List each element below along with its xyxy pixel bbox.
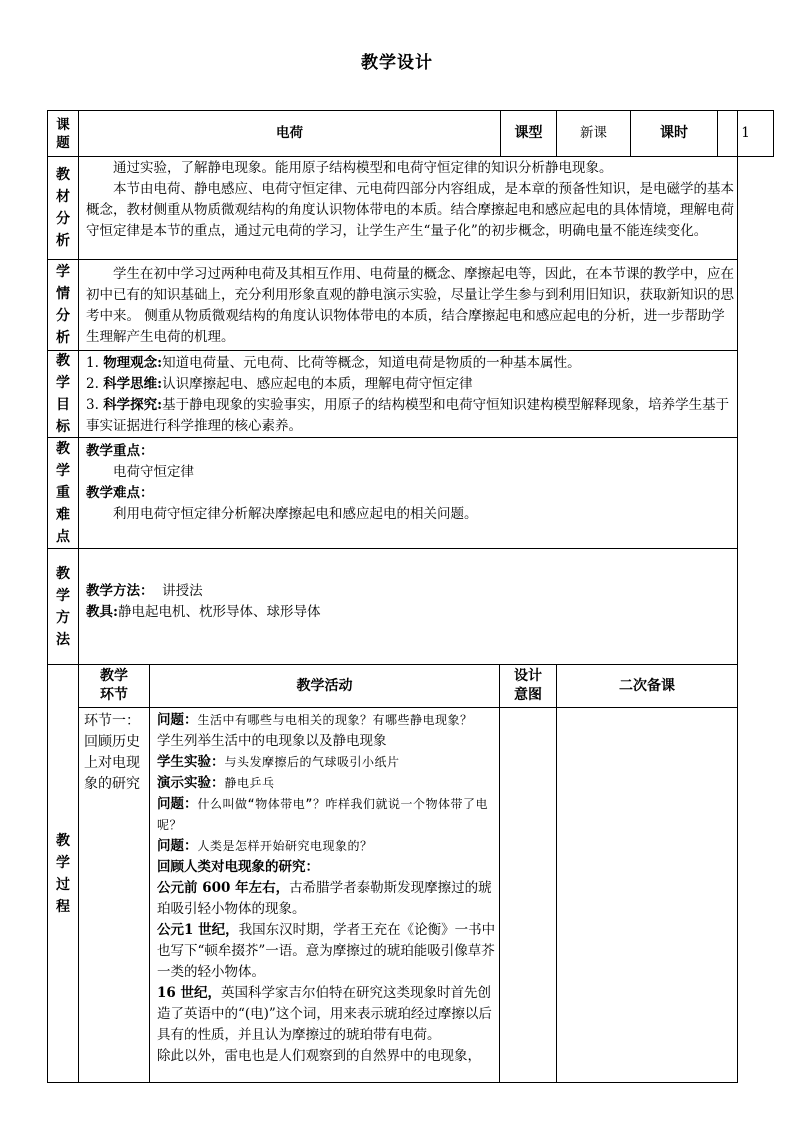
- hours-label: 课时: [660, 125, 688, 141]
- activity-line: 回顾人类对电现象的研究：: [157, 859, 319, 875]
- table-border: [47, 1082, 738, 1083]
- topic-label: 课题: [56, 116, 70, 151]
- material-text: [86, 158, 734, 242]
- tools-line: 教具:静电起电机、枕形导体、球形导体: [86, 604, 321, 620]
- type-value: 新课: [580, 125, 607, 141]
- stage-text: 环节一：回顾历史上对电现象的研究: [84, 712, 140, 791]
- table-border: [773, 110, 774, 157]
- table-border: [149, 664, 150, 1083]
- col-second-header: 二次备课: [619, 677, 675, 694]
- focus-label: 教学重点：: [86, 443, 154, 459]
- activity-text: [157, 710, 497, 1080]
- topic-value: 电荷: [276, 125, 303, 141]
- col-stage-header: 教学 环节: [100, 668, 128, 703]
- process-label: 教 学 过 程: [56, 832, 70, 915]
- table-border: [47, 548, 738, 549]
- activity-line: 除此以外，雷电也是人们观察到的自然界中的电现象，: [157, 1048, 481, 1064]
- material-line: 本节由电荷、静电感应、电荷守恒定律、元电荷四部分内容组成，是本章的预备性知识，是电磁学的基本概念，教材侧重从物质微观结构的角度认识物体带电的本质。结合摩擦起电和感应起电的具体情境，理解电荷守恒定律是本节的重点，通过元电荷的学习，让学生产生“量子化”的初步概念，明确电量不能连续变化。: [86, 181, 734, 239]
- type-label: 课型: [514, 125, 543, 141]
- goal-item: 3. 科学探究:基于静电现象的实验事实，用原子的结构模型和电荷守恒知识建构模型解释现象，培养学生基于事实证据进行科学推理的核心素养。: [86, 397, 730, 434]
- goal-item: 1. 物理观念:知道电荷量、元电荷、比荷等概念，知道电荷是物质的一种基本属性。: [86, 355, 581, 371]
- material-label: 教 材 分 析: [56, 167, 70, 249]
- activity-line: 问题：人类是怎样开始研究电现象的？: [157, 838, 373, 854]
- table-border: [499, 664, 500, 1083]
- goals-list: [86, 353, 734, 437]
- focus-text: 电荷守恒定律: [113, 464, 194, 480]
- hours-value: 1: [741, 125, 750, 141]
- activity-line: 问题：生活中有哪些与电相关的现象？有哪些静电现象？: [157, 712, 473, 728]
- goal-item: 2. 科学思维:认识摩擦起电、感应起电的本质，理解电荷守恒定律: [86, 376, 473, 392]
- material-line: 通过实验，了解静电现象。能用原子结构模型和电荷守恒定律的知识分析静电现象。: [113, 160, 613, 176]
- learner-label: 学 情 分 析: [56, 264, 70, 346]
- table-border: [47, 259, 738, 260]
- learner-text: [86, 264, 734, 348]
- table-border: [47, 156, 774, 157]
- difficulty-text: 利用电荷守恒定律分析解决摩擦起电和感应起电的相关问题。: [113, 506, 478, 522]
- activity-line: 问题：什么叫做“物体带电”？咋样我们就说一个物体带了电呢？: [157, 796, 488, 832]
- difficulty-label: 教学难点：: [86, 485, 154, 501]
- methods-label: 教 学 方 法: [56, 565, 70, 648]
- table-border: [47, 350, 738, 351]
- activity-line: 公元1 世纪，我国东汉时期，学者王充在《论衡》一书中也写下“顿牟掇芥”一语。意为摩擦过的琥珀能吸引像草芥一类的轻小物体。: [157, 922, 496, 980]
- col-design-header: 设计 意图: [514, 668, 542, 703]
- col-activity-header: 教学活动: [296, 677, 353, 694]
- activity-line: 16 世纪，英国科学家吉尔伯特在研究这类现象时首先创造了英语中的“(电)”这个词，用来表示琥珀经过摩擦以后具有的性质，并且认为摩擦过的琥珀带有电荷。: [157, 985, 492, 1043]
- table-border: [737, 110, 738, 1083]
- table-border: [556, 664, 557, 1083]
- activity-line: 演示实验：静电乒乓: [157, 775, 275, 791]
- table-border: [47, 437, 738, 438]
- keypoints-label: 教 学 重 难 点: [56, 441, 70, 545]
- method-line: 教学方法： 讲授法: [86, 583, 203, 599]
- activity-line: 学生实验：与头发摩擦后的气球吸引小纸片: [157, 754, 400, 770]
- page-title: 教学设计: [361, 53, 433, 73]
- table-border: [78, 110, 79, 1083]
- methods-text: [86, 581, 734, 623]
- activity-line: 学生列举生活中的电现象以及静电现象: [157, 733, 387, 749]
- table-border: [78, 707, 738, 708]
- learner-paragraph: 学生在初中学习过两种电荷及其相互作用、电荷量的概念、摩擦起电等，因此，在本节课的教学中，应在初中已有的知识基础上，充分利用形象直观的静电演示实验，尽量让学生参与到利用旧知识，获取新知识的思考中来。 侧重从物质微观结构的角度认识物体带电的本质，结合摩擦起电和感应起电的分析，进一步帮助学生理解产生电荷的机理。: [86, 266, 734, 345]
- keypoints-text: [86, 441, 734, 525]
- goals-label: 教 学 目 标: [56, 353, 70, 435]
- activity-line: 公元前 600 年左右，古希腊学者泰勒斯发现摩擦过的琥珀吸引轻小物体的现象。: [157, 880, 492, 917]
